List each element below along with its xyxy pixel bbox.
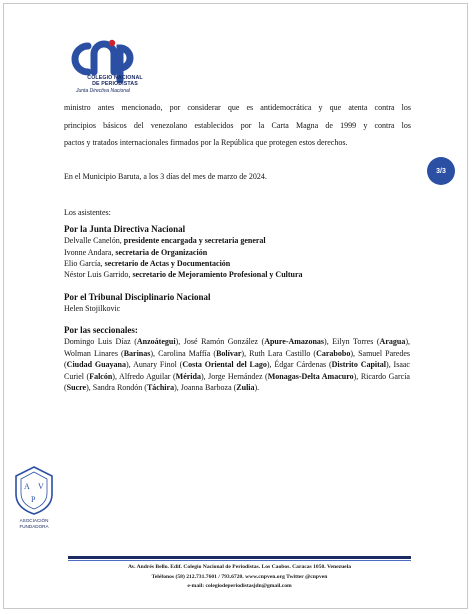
footer-rule-thin <box>68 560 411 561</box>
seccional-separator: ), <box>386 360 394 370</box>
seccional-entry <box>332 337 410 346</box>
junta-member: Ivonne Andara, secretaria de Organización <box>64 248 208 257</box>
seccional-member-name: Samuel Paredes ( <box>64 348 410 370</box>
tribunal-member: Helen Stojilkovic <box>64 304 121 313</box>
seccional-entry <box>64 337 184 346</box>
junta-member: Elio García, secretario de Actas y Documentación <box>64 259 231 268</box>
seccional-member-name: Wolman Linares ( <box>64 348 124 358</box>
seccional-separator: ), <box>350 348 359 358</box>
avp-letter-p: P <box>31 495 36 504</box>
seccional-separator: ), <box>150 348 159 358</box>
seccional-separator: ), <box>241 348 250 358</box>
seccional-member-name: Ricardo García ( <box>64 371 410 393</box>
seccional-separator: ), <box>86 383 93 393</box>
footer-rule <box>68 556 411 559</box>
seccional-entry <box>208 372 361 381</box>
seccional-entry <box>181 383 259 392</box>
body-paragraph <box>64 99 411 152</box>
seccional-place: Sucre <box>66 383 87 393</box>
seccional-separator: ), <box>266 360 275 370</box>
seccional-entry <box>184 337 333 346</box>
seccional-separator: ), <box>324 337 333 346</box>
junta-member: Delvalle Canelón, presidente encargada y secretaria general <box>64 236 266 245</box>
seccional-place: Ciudad Guayana <box>66 360 126 370</box>
seccional-member-name: Aunary Finol ( <box>133 360 183 370</box>
seccional-entry <box>158 349 249 358</box>
avp-caption: ASOCIACIÓN FUNDADORA <box>19 518 49 529</box>
seccional-separator: ), <box>175 337 184 346</box>
seccional-place: Mérida <box>175 371 201 381</box>
seccional-entry <box>119 372 208 381</box>
seccional-member-name: Sandra Rondón ( <box>92 383 147 393</box>
seccional-place: Zulia <box>236 383 255 393</box>
seccional-place: Bolívar <box>216 348 242 358</box>
paragraph-line: ministro antes mencionado, por considerar que es antidemocrática y que atenta contra los <box>64 103 411 112</box>
junta-title: Por la Junta Directiva Nacional <box>64 224 186 234</box>
seccional-separator: ), <box>174 383 181 393</box>
seccional-place: Táchira <box>146 383 175 393</box>
avp-letter-a: A <box>24 482 30 491</box>
seccional-separator: ), <box>126 360 134 370</box>
seccional-place: Barinas <box>123 348 151 358</box>
footer-address: Av. Andrés Bello. Edif. Colegio Nacional de Periodistas. Los Caobos. Caracas 1050. Venezuela <box>127 564 352 570</box>
seccional-member-name: Isaac Curiel ( <box>64 360 410 381</box>
place-date: En el Municipio Baruta, a los 3 días del mes de marzo de 2024. <box>64 172 267 181</box>
seccional-separator: ), <box>200 371 209 381</box>
seccionales-title: Por las seccionales: <box>64 325 138 335</box>
seccional-member-name: José Ramón González ( <box>183 337 265 346</box>
seccional-member-name: Domingo Luis Díaz ( <box>64 337 137 346</box>
footer-email: e-mail: colegiodeperiodistasjdn@gmail.com <box>187 583 292 589</box>
seccionales-list <box>64 336 410 394</box>
seccional-place: Aragua <box>379 337 406 346</box>
seccional-member-name: Alfredo Aguilar ( <box>119 371 176 381</box>
seccional-place: Monagas-Delta Amacuro <box>267 371 354 381</box>
page-number-badge: 3/3 <box>427 157 455 185</box>
seccional-place: Costa Oriental del Lago <box>182 360 267 370</box>
seccional-place: Anzoátegui <box>136 337 176 346</box>
seccional-place: Falcón <box>89 371 113 381</box>
seccional-member-name: Ruth Lara Castillo ( <box>249 348 317 358</box>
seccional-member-name: Carolina Maffía ( <box>158 348 217 358</box>
logo-org-name: COLEGIO NACIONAL DE PERIODISTAS <box>87 75 143 88</box>
seccional-entry <box>274 360 393 369</box>
seccional-entry <box>249 349 358 358</box>
avp-logo <box>12 464 56 516</box>
seccional-separator: ). <box>254 383 260 393</box>
seccional-separator: ), <box>353 371 361 381</box>
seccional-entry <box>93 383 181 392</box>
seccional-member-name: Édgar Cárdenas ( <box>274 360 332 370</box>
seccional-place: Apure-Amazonas <box>264 337 325 346</box>
logo-tagline: Junta Directiva Nacional <box>76 88 130 94</box>
seccional-member-name: Jorge Hernández ( <box>208 371 268 381</box>
junta-member: Néstor Luis Garrido, secretario de Mejoramiento Profesional y Cultura <box>64 270 303 279</box>
seccional-place: Distrito Capital <box>331 360 387 370</box>
seccional-separator: ), <box>405 337 410 346</box>
attendees-label: Los asistentes: <box>64 208 111 217</box>
avp-letter-v: V <box>38 482 44 491</box>
paragraph-line: pactos y tratados internacionales firmados por la República que protegen estos derechos. <box>64 138 348 148</box>
seccional-member-name: Eilyn Torres ( <box>332 337 380 346</box>
footer-phones: Teléfonos (58) 212.731.7601 / 793.6720. www.cnpven.org Twitter @cnpven <box>151 573 328 580</box>
tribunal-title: Por el Tribunal Disciplinario Nacional <box>64 292 211 302</box>
footer-contact <box>68 563 411 592</box>
seccional-entry <box>64 349 158 358</box>
seccional-place: Carabobo <box>316 348 351 358</box>
seccional-separator: ), <box>112 371 120 381</box>
seccional-entry <box>133 360 274 369</box>
seccional-member-name: Joanna Barboza ( <box>180 383 237 393</box>
paragraph-line: principios básicos del venezolano establecidos por la Carta Magna de 1999 y contra los <box>64 120 411 130</box>
